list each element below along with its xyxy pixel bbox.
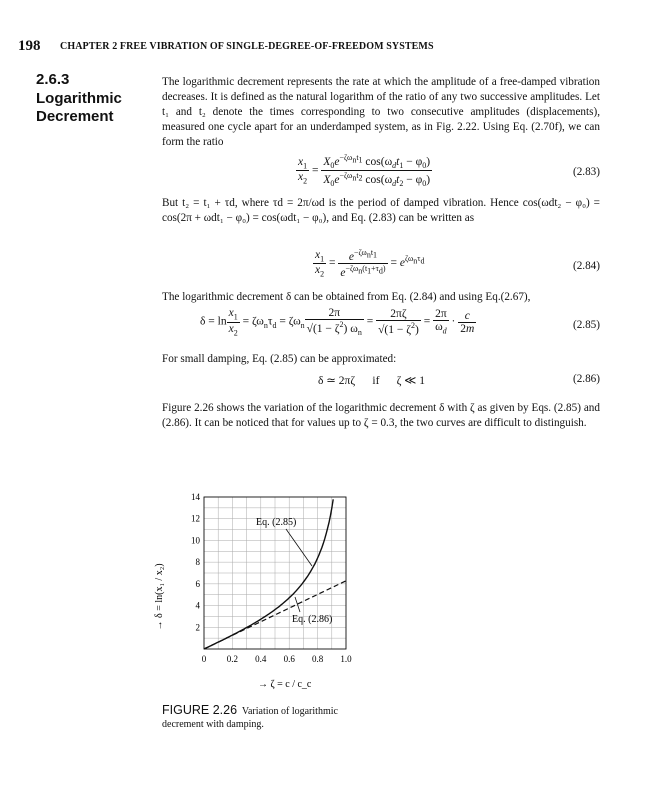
section-title: Logarithmic Decrement (36, 90, 122, 125)
annotation-eq-2-86-leader (295, 597, 300, 612)
annotation-eq-2-85-leader (286, 529, 312, 566)
figure-2-26-chart (150, 485, 380, 695)
x-tick-label: 0.8 (311, 654, 324, 664)
y-tick-label: 6 (195, 578, 200, 589)
x-tick-label: 0.4 (255, 654, 267, 664)
figure-label: FIGURE 2.26 (162, 703, 238, 717)
x-tick-label: 0.6 (283, 654, 295, 664)
equation-2-85: δ = ln $\frac{x_1}{x_2}$ = $\zeta\omega_n\tau_d = \zeta\omega_n$ $\frac{2\pi}{√(1 - \zeta^2) \omega_n}$ = $\frac{2\pi\zeta}{√(1 - \zeta^2)}$ = $\frac{2\pi}{\omega_d}$ · $\frac{c}{2m}$ (200, 307, 475, 338)
equation-number-2-85: (2.85) (572, 319, 600, 331)
paragraph-1: The logarithmic decrement represents the rate at which the amplitude of a free-damped vibration decreases. It is defined as the natural logarithm of the ratio of any two successive amplitudes. Let t₁ and t₂ denote the times corresponding to two consecutive amplitudes (displacements), measured one cycle apart for an underdamped system, as in Fig. 2.22. Using Eq. (2.70f), we can form the ratio (162, 76, 600, 148)
paragraph-5: Figure 2.26 shows the variation of the logarithmic decrement δ with ζ as given by Eqs. (2.85) and (2.86). It can be noticed that for values up to ζ = 0.3, the two curves are difficult to distinguish. (162, 402, 600, 429)
paragraph-3: The logarithmic decrement δ can be obtained from Eq. (2.84) and using Eq.(2.67), (162, 291, 531, 303)
equation-number-2-83: (2.83) (572, 166, 600, 178)
x-tick-label: 0 (201, 654, 207, 664)
x-axis-label: → ζ = c / c_c (258, 679, 312, 690)
paragraph-4: For small damping, Eq. (2.85) can be approximated: (162, 353, 397, 365)
y-tick-label: 12 (191, 513, 200, 524)
equation-2-86: δ ≃ 2πζ if ζ ≪ 1 (318, 375, 425, 387)
figure-caption-text: Variation of logarithmic decrement with damping. (162, 706, 338, 730)
chapter-header: CHAPTER 2 FREE VIBRATION OF SINGLE-DEGREE-OF-FREEDOM SYSTEMS (60, 41, 434, 52)
y-tick-label: 10 (191, 535, 200, 546)
y-tick-label: 14 (191, 492, 200, 502)
x-tick-label: 0.2 (226, 654, 239, 664)
annotation-eq-2-85: Eq. (2.85) (256, 517, 297, 528)
y-axis-label: → δ = ln(x₁ / x₂) (154, 563, 165, 631)
equation-2-84: $\frac{x_1}{x_2}$ = $\frac{e^{-\zeta\omega_nt_1}}{e^{-\zeta\omega_n(t_1+\tau_d)}}$ = $e^{\zeta\omega_n\tau_d}$ (315, 248, 425, 279)
y-tick-label: 4 (195, 600, 200, 611)
equation-number-2-86: (2.86) (572, 373, 600, 385)
y-tick-label: 8 (195, 557, 200, 568)
page-number: 198 (18, 38, 41, 54)
paragraph-2: But t₂ = t₁ + τd, where τd = 2π/ωd is the period of damped vibration. Hence cos(ωdt₂ − φ₀) = cos(2π + ωdt₁ − φ₀) = cos(ωdt₁ − φ₀), and Eq. (2.83) can be written as (162, 197, 600, 224)
equation-2-83: $\frac{x_1}{x_2}$ = $\frac{X_0e^{-\zeta\omega_nt_1} \cos(\omega_dt_1 - \varphi_0)}{X_0e^{-\zeta\omega_nt_2} \cos(\omega_dt_2 - \varphi_0)}$ (298, 153, 431, 189)
if-word: if (372, 375, 380, 387)
x-tick-label: 1.0 (340, 654, 352, 664)
annotation-eq-2-86: Eq. (2.86) (292, 614, 333, 625)
section-number: 2.6.3 (36, 71, 70, 88)
figure-caption (162, 704, 372, 731)
equation-number-2-84: (2.84) (572, 260, 600, 272)
y-tick-label: 2 (195, 622, 200, 633)
